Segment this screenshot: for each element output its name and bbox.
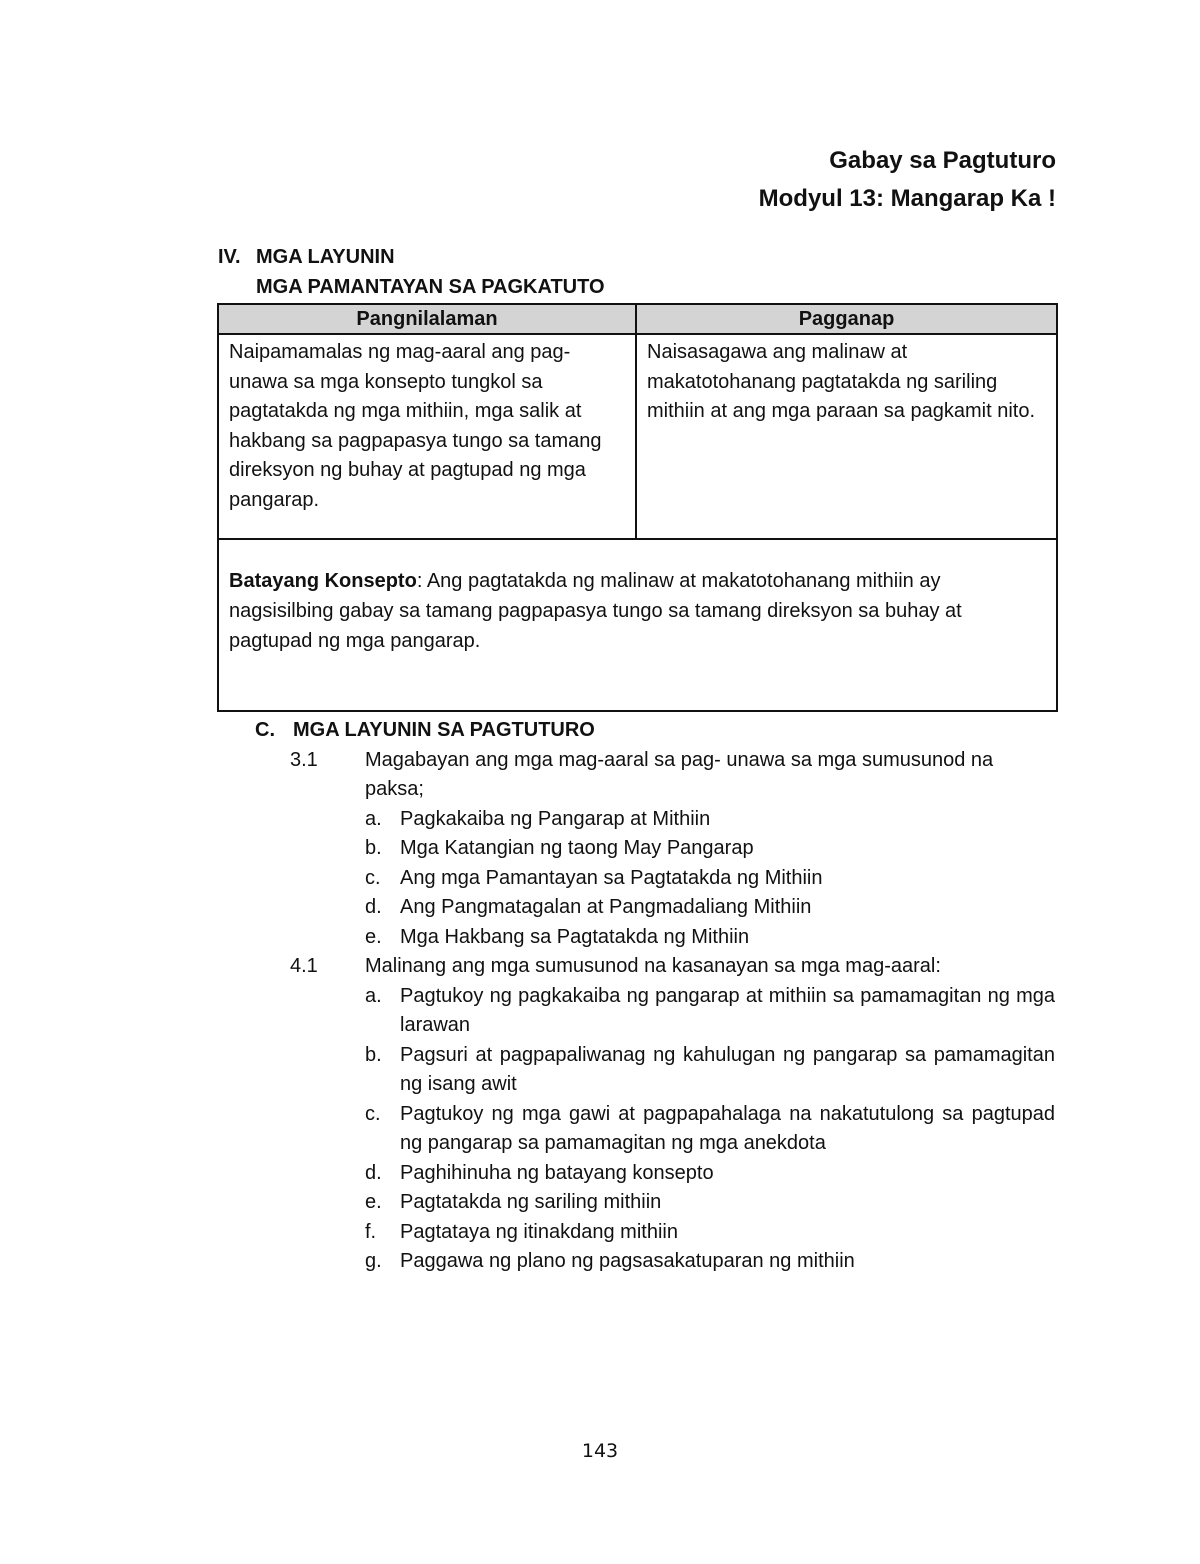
objective-number: 4.1 xyxy=(290,955,318,977)
list-item-text: Mga Hakbang sa Pagtatakda ng Mithiin xyxy=(400,925,750,948)
list-item xyxy=(365,1041,1055,1100)
basic-concept-label: Batayang Konsepto xyxy=(229,570,417,592)
col-header-content: Pangnilalaman xyxy=(218,304,636,334)
list-item-letter: c. xyxy=(365,1102,381,1125)
list-item-text: Pagkakaiba ng Pangarap at Mithiin xyxy=(400,807,711,830)
list-item xyxy=(365,864,1055,894)
list-item-text: Pagsuri at pagpapaliwanag ng kahulugan ng pangarap sa pamamagitan ng isang awit xyxy=(400,1043,1055,1095)
list-item xyxy=(365,805,1055,835)
table-concept-row xyxy=(218,539,1057,711)
objective-item-list xyxy=(365,982,1055,1277)
section-iv xyxy=(218,242,605,302)
section-iv-title: MGA LAYUNIN xyxy=(256,246,395,268)
objective-item-list xyxy=(365,805,1055,953)
list-item-letter: a. xyxy=(365,807,382,830)
list-item xyxy=(365,893,1055,923)
header-guide-title: Gabay sa Pagtuturo xyxy=(829,147,1056,174)
section-c-letter: C. xyxy=(255,719,275,741)
section-iv-number: IV. xyxy=(218,246,241,268)
list-item xyxy=(365,1218,1055,1248)
list-item xyxy=(365,1188,1055,1218)
list-item-letter: d. xyxy=(365,1161,382,1184)
section-iv-subtitle: MGA PAMANTAYAN SA PAGKATUTO xyxy=(256,276,605,298)
list-item xyxy=(365,982,1055,1041)
list-item-letter: b. xyxy=(365,1043,382,1066)
list-item-text: Pagtukoy ng mga gawi at pagpapahalaga na nakatutulong sa pagtupad ng pangarap sa pamamagitan ng mga anekdota xyxy=(400,1102,1055,1154)
list-item-text: Ang mga Pamantayan sa Pagtatakda ng Mithiin xyxy=(400,866,823,889)
list-item-letter: g. xyxy=(365,1250,382,1272)
objective-number: 3.1 xyxy=(290,748,318,771)
list-item xyxy=(365,923,1055,953)
list-item-letter: e. xyxy=(365,925,382,948)
performance-standard-cell: Naisasagawa ang malinaw at makatotohanang pagtatakda ng sariling mithiin at ang mga paraan sa pagkamit nito. xyxy=(636,334,1057,539)
section-c-heading xyxy=(255,716,1055,746)
list-item-letter: f. xyxy=(365,1220,377,1243)
list-item-text: Paghihinuha ng batayang konsepto xyxy=(400,1161,714,1184)
list-item-text: Ang Pangmatagalan at Pangmadaliang Mithiin xyxy=(400,896,812,918)
page-number: 143 xyxy=(581,1440,619,1462)
section-iv-heading xyxy=(218,242,605,272)
list-item-letter: d. xyxy=(365,896,382,918)
list-item-letter: b. xyxy=(365,837,382,859)
content-standard-cell: Naipamamalas ng mag-aaral ang pag-unawa sa mga konsepto tungkol sa pagtatakda ng mga mithiin, mga salik at hakbang sa pagpapasya tungo sa tamang direksyon ng buhay at pagtupad ng mga pangarap. xyxy=(218,334,636,539)
objective-text: Malinang ang mga sumusunod na kasanayan sa mga mag-aaral: xyxy=(365,955,941,977)
list-item xyxy=(365,834,1055,864)
list-item-letter: a. xyxy=(365,984,382,1007)
basic-concept-text: : Ang pagtatakda ng malinaw at makatotohanang mithiin ay nagsisilbing gabay sa tamang pagpapasya tungo sa tamang direksyon sa buhay at pagtupad ng mga pangarap. xyxy=(229,570,962,652)
list-item xyxy=(365,1159,1055,1189)
standards-table xyxy=(217,303,1058,712)
list-item-text: Pagtataya ng itinakdang mithiin xyxy=(400,1220,678,1243)
table-header-row xyxy=(218,304,1057,334)
header-module-title: Modyul 13: Mangarap Ka ! xyxy=(758,185,1056,212)
list-item-text: Pagtatakda ng sariling mithiin xyxy=(400,1191,662,1213)
section-c xyxy=(255,716,1055,1277)
document-header xyxy=(759,142,1056,218)
section-c-title: MGA LAYUNIN SA PAGTUTURO xyxy=(293,719,595,741)
table-content-row xyxy=(218,334,1057,539)
objective-4-1 xyxy=(255,952,1055,1277)
basic-concept-cell xyxy=(218,539,1057,711)
list-item-text: Mga Katangian ng taong May Pangarap xyxy=(400,837,754,859)
list-item-letter: c. xyxy=(365,866,381,889)
objective-text: Magabayan ang mga mag-aaral sa pag- unawa sa mga sumusunod na paksa; xyxy=(365,748,994,800)
col-header-performance: Pagganap xyxy=(636,304,1057,334)
list-item-text: Pagtukoy ng pagkakaiba ng pangarap at mithiin sa pamamagitan ng mga larawan xyxy=(400,984,1055,1036)
objective-3-1 xyxy=(255,746,1055,953)
list-item xyxy=(365,1247,1055,1277)
list-item xyxy=(365,1100,1055,1159)
list-item-letter: e. xyxy=(365,1191,382,1213)
list-item-text: Paggawa ng plano ng pagsasakatuparan ng mithiin xyxy=(400,1250,855,1272)
